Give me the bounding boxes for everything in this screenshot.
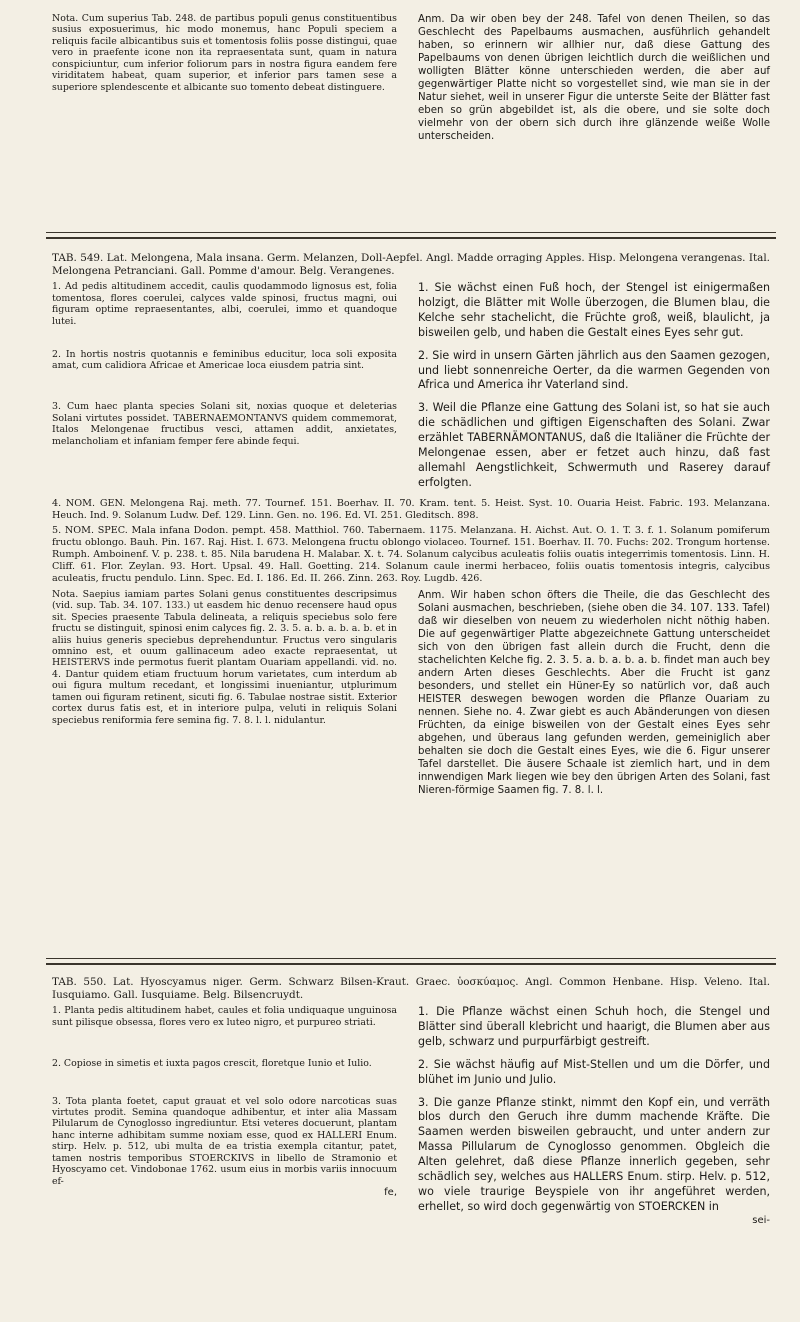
tab-549-heading: TAB. 549. Lat. Melongena, Mala insana. Germ. Melanzen, Doll-Aepfel. Angl. Madde orraging Apples. Hisp. Melongena verangenas. Ital. Melongena Petranciani. Gall. Pomme d'amour. Belg. Verangenes. — [52, 252, 770, 278]
item-1-latin: 1. Ad pedis altitudinem accedit, caulis quodammodo lignosus est, folia tomentosa, flores coerulei, calyces valde spinosi, fructus magni, oui figuram optime repraesentantes, albi, coerulei, immo et quandoque lutei. — [52, 281, 397, 327]
tab-550-heading: TAB. 550. Lat. Hyoscyamus niger. Germ. Schwarz Bilsen-Kraut. Graec. ὑοσκύαμος. Angl. Common Henbane. Hisp. Veleno. Ital. Iusquiamo. Gall. Iusquiame. Belg. Bilsencruydt. — [52, 976, 770, 1002]
item-3-german-text: 3. Die ganze Pflanze stinkt, nimmt den Kopf ein, und verräth blos durch den Geruch ihre dumm machende Kräfte. Die Saamen werden bisweilen gebraucht, und unter andern zur Massa Pillularum de Cynoglosso genommen. Obgleich die Alten gelehret, daß diese Pflanze innerlich gegeben, sehr schädlich sey, welches aus HALLERS Enum. stirp. Helv. p. 512, wo viele traurige Beyspiele von ihr angeführet werden, erhellet, so wird doch gegenwärtig von STOERCKEN in — [418, 1095, 770, 1213]
tab-550-section — [52, 968, 770, 1236]
divider-2 — [52, 958, 770, 965]
item-2-german: 2. Sie wächst häufig auf Mist-Stellen und um die Dörfer, und blühet im Junio und Julio. — [418, 1057, 770, 1086]
nom-gen: 4. NOM. GEN. Melongena Raj. meth. 77. Tournef. 151. Boerhav. II. 70. Kram. tent. 5. Heist. Syst. 10. Ouaria Heist. Fabric. 193. Melanzana. Heuch. Ind. 9. Solanum Ludw. Def. 129. Linn. Gen. no. 196. Ed. VI. 251. Gleditsch. 898. — [52, 498, 770, 522]
item-2-german: 2. Sie wird in unsern Gärten jährlich aus den Saamen gezogen, und liebt sonnenreiche Oerter, da die warmen Gegenden von Africa und America ihr Vaterland sind. — [418, 348, 770, 392]
tab-550-item-2 — [52, 1058, 770, 1096]
item-1-german: 1. Sie wächst einen Fuß hoch, der Stengel ist einigermaßen holzigt, die Blätter mit Wolle überzogen, die Blumen blau, die Kelche sehr stachelicht, die Früchte groß, weiß, blaulicht, ja bisweilen gelb, und haben die Gestalt eines Eyes sehr gut. — [418, 281, 770, 339]
item-3-latin — [52, 1096, 397, 1228]
catchword-left: fe, — [384, 1187, 397, 1199]
top-note — [52, 13, 770, 143]
item-2-latin: 2. Copiose in simetis et iuxta pagos crescit, floretque Iunio et Iulio. — [52, 1057, 372, 1069]
nom-spec: 5. NOM. SPEC. Mala infana Dodon. pempt. 458. Matthiol. 760. Tabernaem. 1175. Melanzana. H. Aichst. Aut. O. 1. T. 3. f. 1. Solanum pomiferum fructu oblongo. Bauh. Pin. 167. Raj. Hist. I. 673. Melongena fructu oblongo violaceo. Tournef. 151. Boerhav. II. 70. Fuchs: 202. Trongum hortense. Rumph. Amboinenf. V. p. 238. t. 85. Nila barudena H. Malabar. X. t. 74. Solanum calycibus aculeatis foliis ouatis integerrimis tomentosis. Linn. H. Cliff. 61. Flor. Zeylan. 93. Hort. Upsal. 49. Hall. Goetting. 214. Solanum caule inermi herbaceo, foliis ouatis tomentosis integris, calycibus aculeatis, fructu pendulo. Linn. Spec. Ed. I. 186. Ed. II. 266. Zinn. 263. Roy. Lugdb. 426. — [52, 525, 770, 584]
top-note-latin: Nota. Cum superius Tab. 248. de partibus populi genus constituentibus susius exposuerimus, hic modo monemus, hanc Populi speciem a reliquis facile albicantibus suis et tomentosis foliis posse distingui, quae vero in praefente icone non ita repraesentata sunt, quam in natura conspiciuntur, cum inferior foliorum pars in nostra figura eandem fere viriditatem habeat, quam superior, et inferior pars tamen sese a superiore splendescente et albicante suo tomento debeat distinguere. — [52, 13, 397, 93]
tab-549-item-3 — [52, 401, 770, 498]
item-3-german: 3. Weil die Pflanze eine Gattung des Solani ist, so hat sie auch die schädlichen und giftigen Eigenschaften des Solani. Zwar erzählet TABERNÄMONTANUS, daß die Italiäner die Früchte der Melongenae essen, aber er fetzet auch hinzu, daß fast allemahl Aengstlichkeit, Schwermuth und Raserey darauf erfolgten. — [418, 401, 770, 489]
tab-549-item-1 — [52, 281, 770, 348]
tab-549-section — [52, 244, 770, 797]
item-1-latin: 1. Planta pedis altitudinem habet, caules et folia undiquaque unguinosa sunt pilisque obsessa, flores vero ex luteo nigro, et purpureo striati. — [52, 1005, 397, 1028]
nota-latin: Nota. Saepius iamiam partes Solani genus constituentes descripsimus (vid. sup. Tab. 34. 107. 133.) ut easdem hic denuo recensere haud opus sit. Species praesente Tabula delineata, a reliquis speciebus solo fere fructu se distinguit, spinosi enim calyces fig. 2. 3. 5. a. b. a. b. a. b. et in aliis huius generis speciebus deprehenduntur. Fructus vero singularis omnino est, et ouum gallinaceum adeo exacte repraesentat, ut HEISTERVS inde permotus fuerit plantam Ouariam appellandi. vid. no. 4. Dantur quidem etiam fructuum horum varietates, cum interdum ab oui figura multum recedant, et longissimi inueniantur, utplurimum tamen oui figuram retinent, sicuti fig. 6. Tabulae nostrae sistit. Exterior cortex durus fatis est, et in interiore pulpa, veluti in reliquis Solani speciebus reniformia fere semina fig. 7. 8. l. l. nidulantur. — [52, 588, 397, 726]
tab-550-item-1 — [52, 1005, 770, 1058]
tab-550-item-3 — [52, 1096, 770, 1236]
item-3-german — [418, 1096, 770, 1228]
item-3-latin-text: 3. Tota planta foetet, caput grauat et vel solo odore narcoticas suas virtutes prodit. Semina quandoque adhibentur, et inter alia Massam Pilularum de Cynoglosso ingrediuntur. Etsi veteres docuerunt, plantam hanc interne adhibitam summe noxiam esse, quod ex HALLERI Enum. stirp. Helv. p. 512, ubi multa de ea tristia exempla citantur, patet, tamen nostris temporibus STOERCKIVS in libello de Stramonio et Hyoscyamo cet. Vindobonae 1762. usum eius in morbis variis innocuum ef- — [52, 1095, 397, 1187]
tab-549-item-2 — [52, 349, 770, 402]
top-note-german: Anm. Da wir oben bey der 248. Tafel von denen Theilen, so das Geschlecht des Papelbaums ausmachen, ausführlich gehandelt haben, so erinnern wir allhier nur, daß diese Gattung des Papelbaums von denen übrigen leichtlich durch die weißlichen und wolligten Blätter könne unterschieden werden, die aber auf gegenwärtiger Platte nicht so vorgestellet sind, wie man sie in der Natur siehet, weil in unserer Figur die unterste Seite der Blätter fast eben so grün abgebildet ist, als die obere, und sie solte doch vielmehr von der obern sich durch ihre glänzende weiße Wolle unterscheiden. — [418, 14, 770, 143]
item-2-latin: 2. In hortis nostris quotannis e feminibus educitur, loca soli exposita amat, cum calidiora Africae et Americae loca eiusdem patria sint. — [52, 348, 397, 372]
item-3-latin: 3. Cum haec planta species Solani sit, noxias quoque et deleterias Solani virtutes possidet. TABERNAEMONTANVS quidem commemorat, Italos Melongenae fructibus vesci, attamen addit, anxietates, melancholiam et infaniam femper fere abinde fequi. — [52, 401, 397, 447]
tab-549-nota — [52, 589, 770, 798]
catchword-right: sei- — [752, 1215, 770, 1227]
nota-german: Anm. Wir haben schon öfters die Theile, die das Geschlecht des Solani ausmachen, beschrieben, (siehe oben die 34. 107. 133. Tafel) daß wir dieselben von neuem zu wiederholen nicht nöthig haben. Die auf gegenwärtiger Platte abgezeichnete Gattung unterscheidet sich von den übrigen fast allein durch die Frucht, denn die stachelichten Kelche fig. 2. 3. 5. a. b. a. b. a. b. findet man auch bey andern Arten dieses Geschlechts. Aber die Frucht ist ganz besonders, und stellet ein Hüner-Ey so natürlich vor, daß auch HEISTER deswegen bewogen worden die Pflanze Ouariam zu nennen. Siehe no. 4. Zwar giebt es auch Abänderungen von diesen Früchten, da einige bisweilen von der Gestalt eines Eyes sehr abgehen, und überaus lang gefunden werden, gemeiniglich aber behalten sie doch die Gestalt eines Eyes, wie die 6. Figur unserer Tafel darstellet. Die äusere Schaale ist ziemlich hart, und in dem innwendigen Mark liegen wie bey den übrigen Arten des Solani, fast Nieren-förmige Saamen fig. 7. 8. l. l. — [418, 589, 770, 797]
item-1-german: 1. Die Pflanze wächst einen Schuh hoch, die Stengel und Blätter sind überall klebricht und haarigt, die Blumen aber aus gelb, schwarz und purpurfärbigt gestreift. — [418, 1005, 770, 1048]
divider-1 — [52, 232, 770, 239]
